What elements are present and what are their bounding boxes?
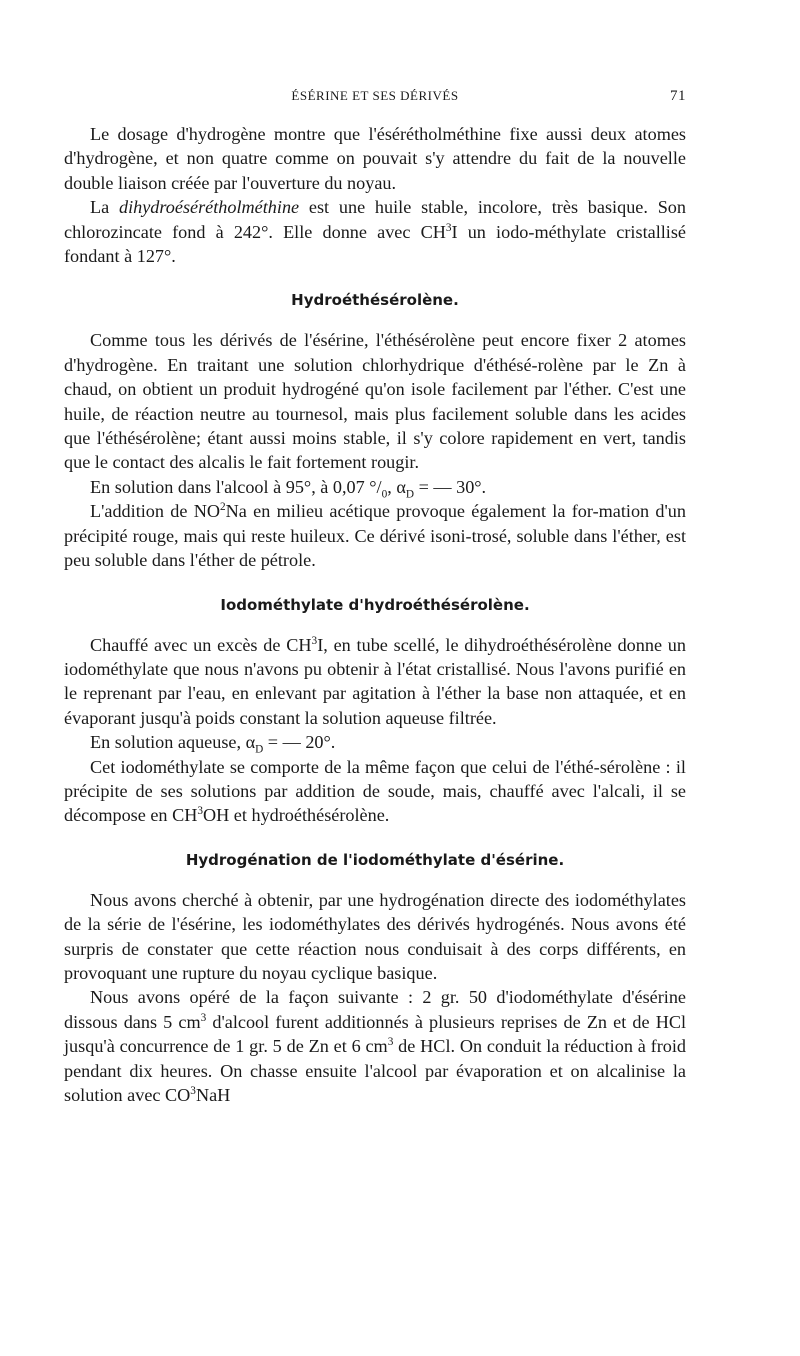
paragraph: Cet iodométhylate se comporte de la même façon que celui de l'éthé-sérolène : il précipite de ses solutions par addition de soude, mais, chauffé avec l'alcali, il se décompose en $CH^3OH$ et hydroéthésérolène. [64, 756, 686, 826]
paragraph: Comme tous les dérivés de l'ésérine, l'éthésérolène peut encore fixer 2 atomes d'hydrogène. En traitant une solution chlorhydrique d'éthésé-rolène par le Zn à chaud, on obtient un produit hydrogéné qu'on isole facilement par l'éther. C'est une huile, de réaction neutre au tournesol, mais plus facilement soluble dans les acides que l'éthésérolène; étant aussi moins stable, il s'y colore rapidement en vert, tandis que le contact des alcalis le fait fortement rougir. [64, 330, 686, 473]
running-header [64, 88, 686, 112]
paragraph: Le dosage d'hydrogène montre que l'ésérétholméthine fixe aussi deux atomes d'hydrogène, et non quatre comme on pouvait s'y attendre du fait de la nouvelle double liaison créée par l'ouverture du noyau. [64, 124, 686, 193]
paragraph: L'addition de $NO^2Na$ en milieu acétique provoque également la for-mation d'un précipité rouge, mais qui reste huileux. Ce dérivé isoni-trosé, soluble dans l'éther, est peu soluble dans l'éther de pétrole. [64, 501, 686, 571]
body-text [64, 122, 686, 1107]
paragraph: Nous avons opéré de la façon suivante : 2 gr. 50 d'iodométhylate d'ésérine dissous dans 5 $cm^3$ d'alcool furent additionnés à plusieurs reprises de Zn et de HCl jusqu'à concurrence de 1 gr. 5 de Zn et 6 $cm^3$ de HCl. On conduit la réduction à froid pendant dix heures. On chasse ensuite l'alcool par évaporation et on alcalinise la solution avec $CO^3NaH$ [64, 987, 687, 1105]
section-heading: Hydrogénation de l'iodométhylate d'ésérine. [185, 850, 565, 869]
paragraph: Nous avons cherché à obtenir, par une hydrogénation directe des iodométhylates de la série de l'ésérine, les iodométhylates des dérivés hydrogénés. Nous avons été surpris de constater que cette réaction nous conduisait à des corps différents, en provoquant une rupture du noyau cyclique basique. [64, 889, 686, 983]
paragraph: En solution dans l'alcool à 95°, à 0,07 $^\circ/_0$, $\alpha_D$ = — 30°. [90, 476, 487, 501]
paragraph: Chauffé avec un excès de $CH^3I$, en tube scellé, le dihydroéthésérolène donne un iodométhylate que nous n'avons pu obtenir à l'état cristallisé. Nous l'avons purifié en le reprenant par l'eau, en enlevant par agitation à l'éther la base non attaquée, et en évaporant jusqu'à poids constant la solution aqueuse filtrée. [64, 634, 686, 728]
page-number: 71 [670, 88, 686, 104]
paragraph: En solution aqueuse, $\alpha_D$ = — 20°. [90, 732, 336, 756]
section-heading: Iodométhylate d'hydroéthésérolène. [220, 595, 530, 614]
section-heading: Hydroéthésérolène. [291, 291, 459, 310]
paragraph: La dihydroésérétholméthine est une huile stable, incolore, très basique. Son chlorozincate fond à 242°. Elle donne avec $CH^3I$ un iodo-méthylate cristallisé fondant à 127°. [64, 197, 687, 267]
running-title: ÉSÉRINE ET SES DÉRIVÉS [291, 88, 459, 103]
